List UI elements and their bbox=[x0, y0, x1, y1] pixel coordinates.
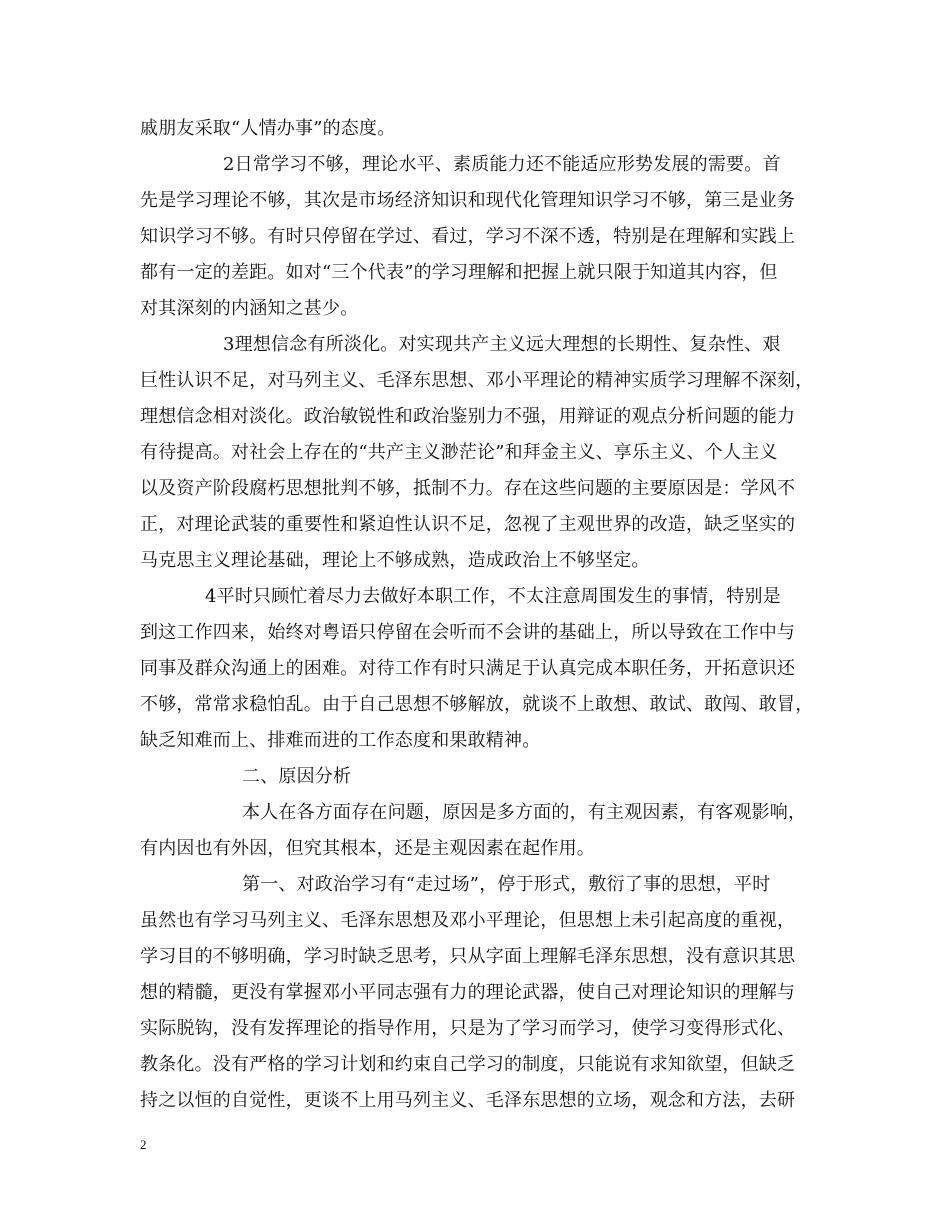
text-line: 正，对理论武装的重要性和紧迫性认识不足，忽视了主观世界的改造，缺乏坚实的 bbox=[140, 514, 796, 535]
text-line: 缺乏知难而上、排难而进的工作态度和果敢精神。 bbox=[140, 730, 541, 751]
text-line: 理想信念相对淡化。政治敏锐性和政治鉴别力不强，用辩证的观点分析问题的能力 bbox=[140, 406, 796, 427]
text-line: 学习目的不够明确，学习时缺乏思考，只从字面上理解毛泽东思想，没有意识其思 bbox=[140, 946, 796, 967]
paragraph-start-line: 本人在各方面存在问题，原因是多方面的，有主观因素，有客观影响， bbox=[242, 802, 807, 823]
text-line: 不够，常常求稳怕乱。由于自己思想不够解放，就谈不上敢想、敢试、敢闯、敢冒， bbox=[140, 694, 814, 715]
section-heading: 二、原因分析 bbox=[242, 766, 352, 787]
paragraph-start-line: 3理想信念有所淡化。对实现共产主义远大理想的长期性、复杂性、艰 bbox=[223, 334, 781, 355]
text-line: 有待提高。对社会上存在的“共产主义渺茫论”和拜金主义、享乐主义、个人主义 bbox=[140, 442, 778, 463]
text-line: 马克思主义理论基础，理论上不够成熟，造成政治上不够坚定。 bbox=[140, 550, 650, 571]
text-line: 实际脱钩，没有发挥理论的指导作用，只是为了学习而学习，使学习变得形式化、 bbox=[140, 1018, 796, 1039]
text-line: 巨性认识不足，对马列主义、毛泽东思想、邓小平理论的精神实质学习理解不深刻， bbox=[140, 370, 814, 391]
text-line: 对其深刻的内涵知之甚少。 bbox=[140, 298, 359, 319]
text-line: 持之以恒的自觉性，更谈不上用马列主义、毛泽东思想的立场，观念和方法，去研 bbox=[140, 1090, 796, 1111]
text-line: 戚朋友采取“人情办事”的态度。 bbox=[140, 118, 396, 139]
page-number: 2 bbox=[140, 1137, 147, 1152]
paragraph-start-line: 4平时只顾忙着尽力去做好本职工作，不太注意周围发生的事情，特别是 bbox=[205, 586, 781, 607]
text-line: 有内因也有外因，但究其根本，还是主观因素在起作用。 bbox=[140, 838, 595, 859]
text-line: 同事及群众沟通上的困难。对待工作有时只满足于认真完成本职任务，开拓意识还 bbox=[140, 658, 796, 679]
text-line: 先是学习理论不够，其次是市场经济知识和现代化管理知识学习不够，第三是业务 bbox=[140, 190, 796, 211]
paragraph-start-line: 2日常学习不够，理论水平、素质能力还不能适应形势发展的需要。首 bbox=[223, 154, 781, 175]
paragraph-start-line: 第一、对政治学习有“走过场”，停于形式，敷衍了事的思想，平时 bbox=[242, 874, 771, 895]
text-line: 知识学习不够。有时只停留在学过、看过，学习不深不透，特别是在理解和实践上 bbox=[140, 226, 796, 247]
text-line: 教条化。没有严格的学习计划和约束自己学习的制度，只能说有求知欲望，但缺乏 bbox=[140, 1054, 796, 1075]
text-line: 以及资产阶段腐朽思想批判不够，抵制不力。存在这些问题的主要原因是：学风不 bbox=[140, 478, 796, 499]
text-line: 都有一定的差距。如对“三个代表”的学习理解和把握上就只限于知道其内容，但 bbox=[140, 262, 778, 283]
text-line: 想的精髓，更没有掌握邓小平同志强有力的理论武器，使自己对理论知识的理解与 bbox=[140, 982, 796, 1003]
text-line: 虽然也有学习马列主义、毛泽东思想及邓小平理论，但思想上未引起高度的重视， bbox=[140, 910, 796, 931]
text-line: 到这工作四来，始终对粤语只停留在会听而不会讲的基础上，所以导致在工作中与 bbox=[140, 622, 796, 643]
